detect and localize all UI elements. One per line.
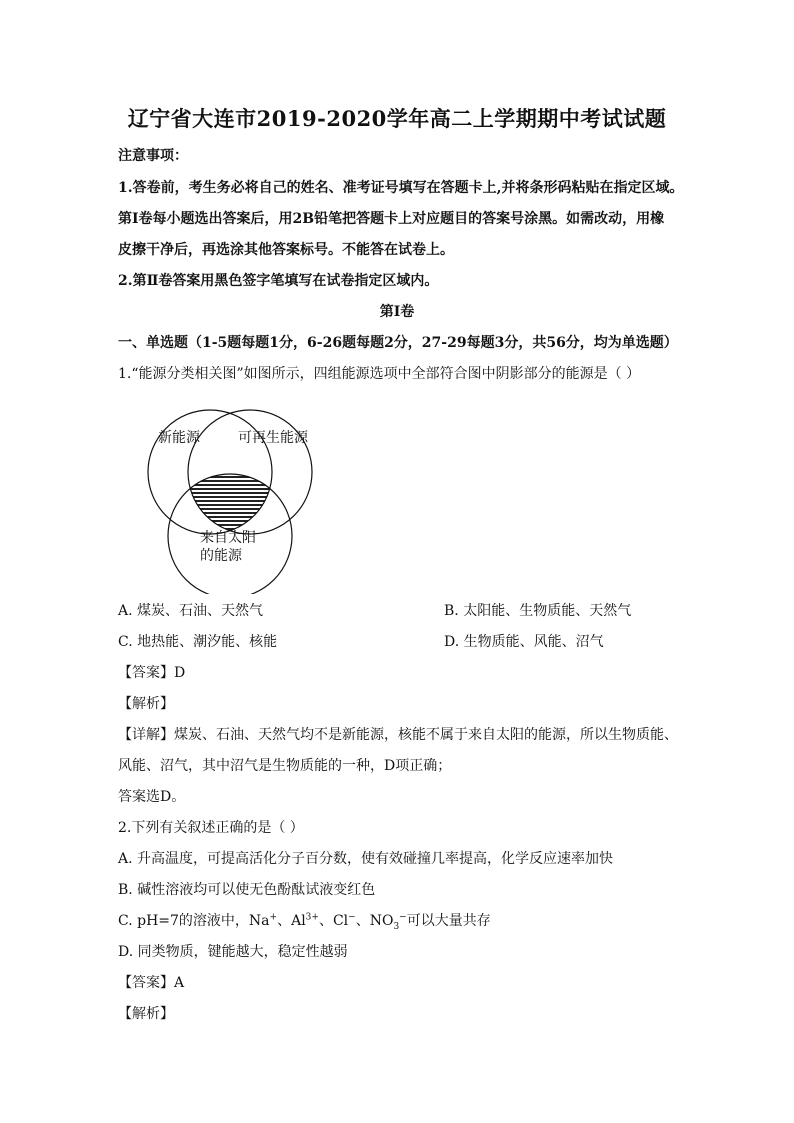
notice-heading: 注意事项： bbox=[118, 148, 188, 164]
q1-analysis-heading: 【解析】 bbox=[118, 696, 174, 712]
q2-option-d: D. 同类物质，键能越大，稳定性越弱 bbox=[118, 944, 348, 960]
label-from-sun-1: 来自太阳 bbox=[200, 530, 256, 546]
q1-answer: 【答案】D bbox=[118, 665, 186, 681]
q2-c-no-subscript: 3 bbox=[393, 921, 400, 932]
q1-option-d: D. 生物质能、风能、沼气 bbox=[444, 634, 604, 650]
q2-c-al: 、Al bbox=[277, 913, 306, 929]
label-renewable-energy: 可再生能源 bbox=[238, 430, 308, 446]
q2-c-no-charge: − bbox=[399, 912, 407, 923]
q2-c-na-charge: + bbox=[269, 912, 278, 923]
q1-option-b: B. 太阳能、生物质能、天然气 bbox=[444, 603, 632, 619]
q2-c-cl: 、Cl bbox=[318, 913, 349, 929]
part-title: 一、单选题（1-5题每题1分，6-26题每题2分，27-29每题3分，共56分，均为单选题） bbox=[118, 335, 678, 351]
q2-c-cl-charge: − bbox=[348, 912, 356, 923]
q1-detail-line-1: 【详解】煤炭、石油、天然气均不是新能源，核能不属于来自太阳的能源，所以生物质能、 bbox=[118, 727, 678, 743]
question-2-stem: 2.下列有关叙述正确的是（ ） bbox=[118, 820, 304, 836]
energy-venn-diagram bbox=[140, 404, 330, 594]
label-new-energy: 新能源 bbox=[158, 430, 200, 446]
notice-line-3: 皮擦干净后，再选涂其他答案标号。不能答在试卷上。 bbox=[118, 242, 454, 258]
q2-c-prefix: C. pH=7的溶液中，Na bbox=[118, 913, 270, 929]
notice-line-2: 第Ⅰ卷每小题选出答案后，用2B铅笔把答题卡上对应题目的答案号涂黑。如需改动，用橡 bbox=[118, 211, 665, 227]
q1-conclusion: 答案选D。 bbox=[118, 789, 186, 805]
q2-option-c bbox=[118, 911, 698, 931]
q2-option-b: B. 碱性溶液均可以使无色酚酞试液变红色 bbox=[118, 882, 376, 898]
q2-analysis-heading: 【解析】 bbox=[118, 1006, 174, 1022]
notice-line-4: 2.第Ⅱ卷答案用黑色签字笔填写在试卷指定区域内。 bbox=[118, 273, 439, 289]
q2-c-suffix: 可以大量共存 bbox=[406, 913, 491, 929]
label-from-sun-2: 的能源 bbox=[200, 548, 242, 564]
q1-detail-line-2: 风能、沼气，其中沼气是生物质能的一种，D项正确； bbox=[118, 758, 452, 774]
q2-option-a: A. 升高温度，可提高活化分子百分数，使有效碰撞几率提高，化学反应速率加快 bbox=[118, 851, 614, 867]
q1-option-c: C. 地热能、潮汐能、核能 bbox=[118, 634, 278, 650]
exam-title: 辽宁省大连市2019-2020学年高二上学期期中考试试题 bbox=[127, 106, 667, 131]
section-title: 第Ⅰ卷 bbox=[379, 304, 415, 320]
q2-c-no: 、NO bbox=[355, 913, 394, 929]
q1-option-a: A. 煤炭、石油、天然气 bbox=[118, 603, 264, 619]
q2-c-al-charge: 3+ bbox=[305, 912, 319, 923]
question-1-stem: 1.“能源分类相关图”如图所示，四组能源选项中全部符合图中阴影部分的能源是（ ） bbox=[118, 366, 641, 382]
notice-line-1: 1.答卷前，考生务必将自己的姓名、准考证号填写在答题卡上,并将条形码粘贴在指定区域。 bbox=[118, 180, 684, 196]
q2-answer: 【答案】A bbox=[118, 975, 185, 991]
